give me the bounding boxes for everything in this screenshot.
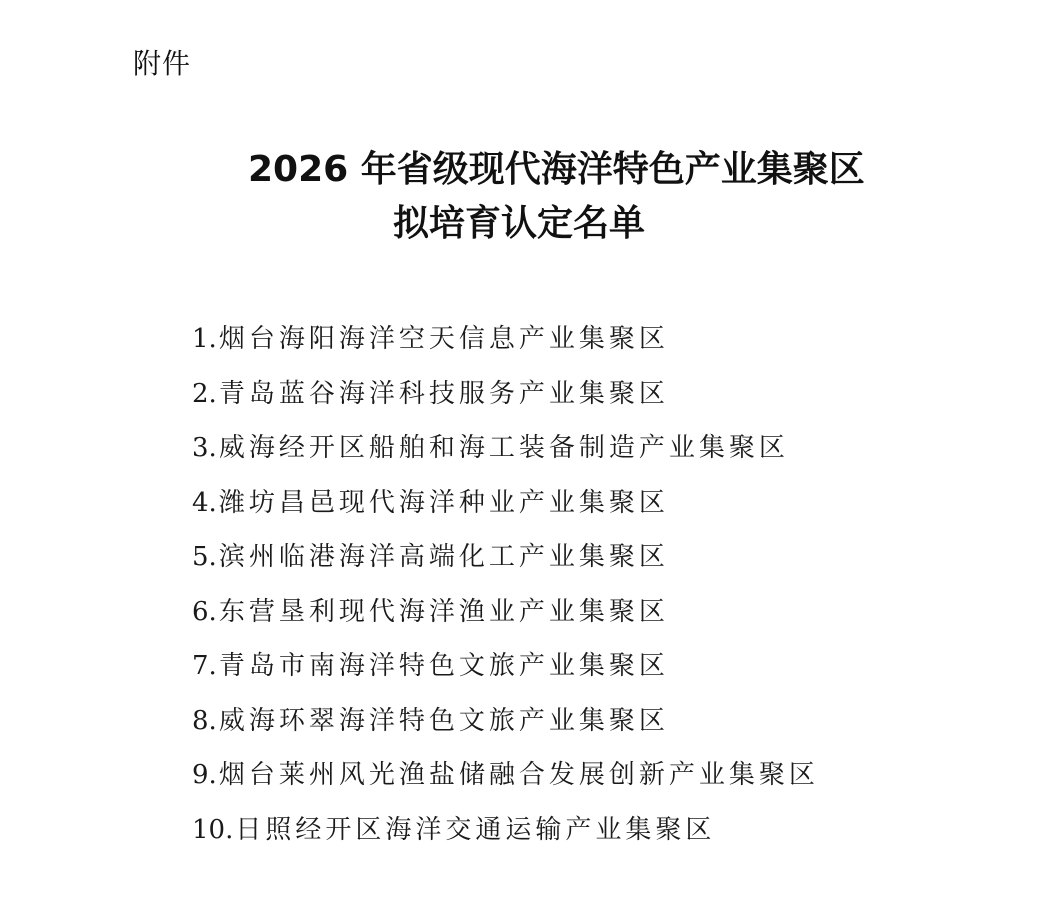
list-item xyxy=(192,476,819,531)
item-text: 青岛市南海洋特色文旅产业集聚区 xyxy=(218,651,669,681)
item-text: 潍坊昌邑现代海洋种业产业集聚区 xyxy=(218,487,669,518)
document-title xyxy=(0,144,1054,250)
list-item xyxy=(192,639,819,694)
list-item xyxy=(192,748,819,803)
item-text: 威海环翠海洋特色文旅产业集聚区 xyxy=(218,705,669,736)
item-text: 威海经开区船舶和海工装备制造产业集聚区 xyxy=(218,433,789,463)
list-item xyxy=(192,803,819,858)
item-text: 滨州临港海洋高端化工产业集聚区 xyxy=(218,542,669,572)
item-number: 7. xyxy=(192,651,217,681)
item-number: 8. xyxy=(192,705,217,736)
list-item xyxy=(192,312,819,367)
item-text: 日照经开区海洋交通运输产业集聚区 xyxy=(235,814,716,845)
item-number: 1. xyxy=(192,324,217,354)
list-item xyxy=(192,367,819,422)
item-number: 2. xyxy=(192,378,217,409)
item-number: 10. xyxy=(192,814,234,845)
item-text: 东营垦利现代海洋渔业产业集聚区 xyxy=(218,596,669,627)
list-item xyxy=(192,694,819,749)
list-item xyxy=(192,421,819,476)
item-number: 9. xyxy=(192,760,217,790)
item-number: 4. xyxy=(192,487,217,518)
item-text: 青岛蓝谷海洋科技服务产业集聚区 xyxy=(218,378,669,409)
cluster-list xyxy=(192,312,819,857)
list-item xyxy=(192,585,819,640)
title-line-2: 拟培育认定名单 xyxy=(393,203,646,244)
item-number: 3. xyxy=(192,433,217,463)
item-text: 烟台莱州风光渔盐储融合发展创新产业集聚区 xyxy=(218,760,819,790)
attachment-label: 附件 xyxy=(133,47,192,80)
title-line-1: 2026 年省级现代海洋特色产业集聚区 xyxy=(248,149,865,190)
list-item xyxy=(192,530,819,585)
item-number: 5. xyxy=(192,542,217,572)
item-number: 6. xyxy=(192,596,217,627)
item-text: 烟台海阳海洋空天信息产业集聚区 xyxy=(218,324,669,354)
